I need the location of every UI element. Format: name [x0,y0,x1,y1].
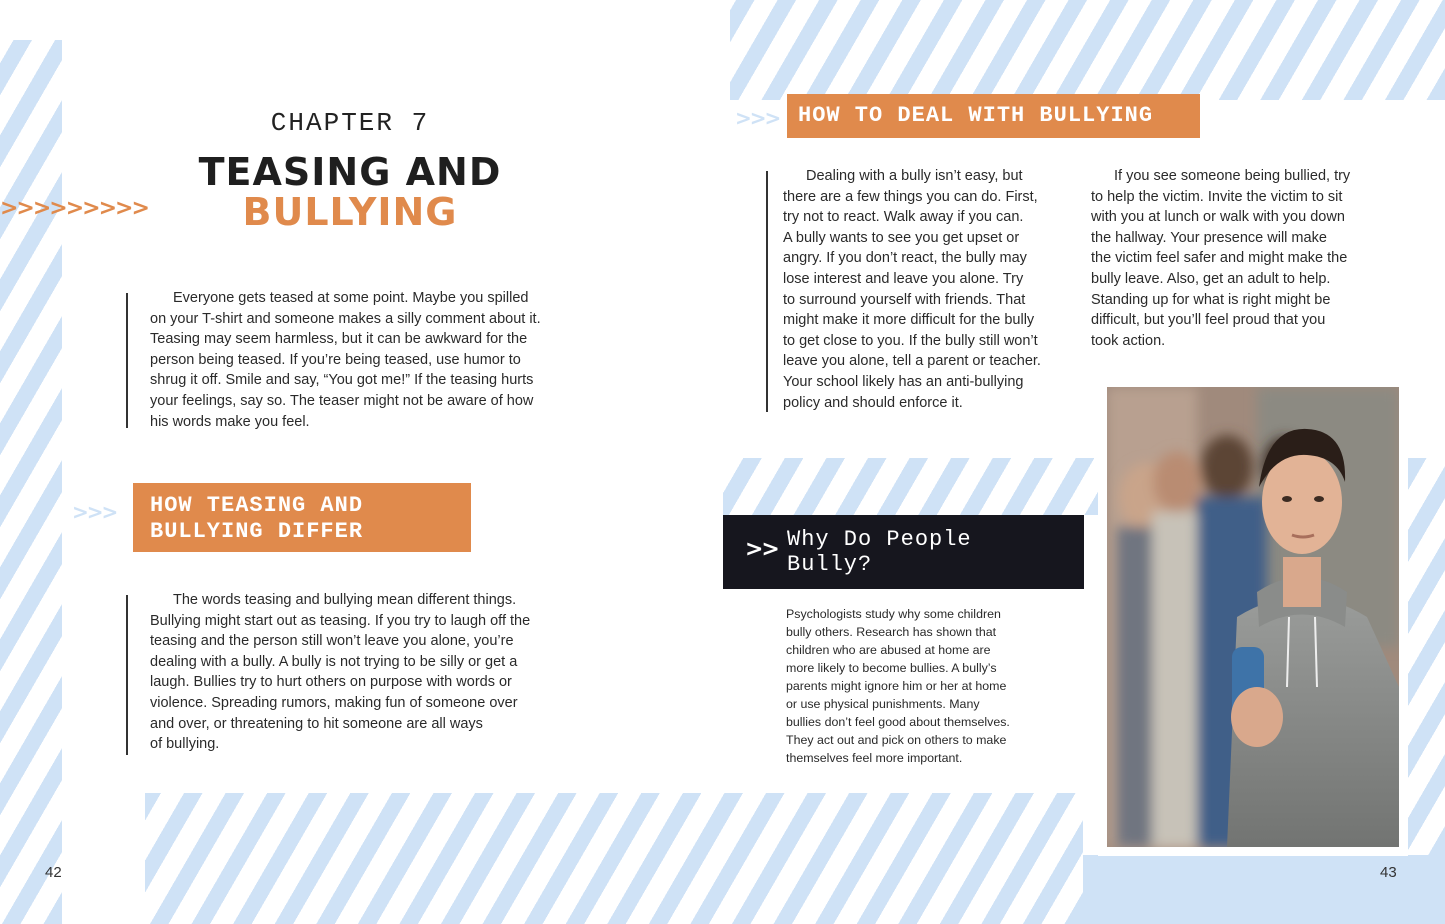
differ-line: of bullying. [150,736,220,753]
sidebar-title-line: Why Do People [787,527,972,552]
deal-line: A bully wants to see you get upset or [783,229,1020,246]
teen-photo [1107,387,1399,847]
differ-line: and over, or threatening to hit someone are all ways [150,715,483,732]
middle-right-stripes [723,458,1103,515]
sidebar-line: children who are abused at home are [786,643,991,657]
left-edge-stripes [0,0,62,924]
deal-line: Your school likely has an anti-bullying [783,373,1024,390]
deal-column-2 [1091,166,1381,351]
intro-bar [126,293,128,428]
page-number-left: 42 [45,864,62,881]
sidebar-title-line: Bully? [787,552,873,577]
intro-line: on your T-shirt and someone makes a silly comment about it. [150,310,541,327]
sidebar-line: bully others. Research has shown that [786,625,997,639]
chapter-label: CHAPTER 7 [270,108,430,138]
deal-line: policy and should enforce it. [783,394,963,411]
deal-line: to surround yourself with friends. That [783,291,1026,308]
intro-line: person being teased. If you’re being teased, use humor to [150,351,521,368]
sidebar-header [723,515,1084,589]
deal-line: angry. If you don’t react, the bully may [783,250,1027,267]
differ-line: teasing and the person still won’t leave you alone, you’re [150,633,514,650]
differ-line: Bullying might start out as teasing. If you try to laugh off the [150,612,531,629]
deal-line: Dealing with a bully isn’t easy, but [806,168,1023,184]
deal-line: bully leave. Also, get an adult to help. [1091,270,1331,287]
section-heading-line: BULLYING DIFFER [150,519,364,544]
differ-paragraph [150,590,560,755]
deal-line: to get close to you. If the bully still won’t [783,332,1038,349]
deal-line: If you see someone being bullied, try [1114,168,1351,184]
intro-line: shrug it off. Smile and say, “You got me!” If the teasing hurts [150,372,534,389]
intro-line: Everyone gets teased at some point. Maybe you spilled [173,290,529,306]
intro-line: his words make you feel. [150,413,310,430]
differ-line: violence. Spreading rumors, making fun of someone over [150,694,518,711]
sidebar-line: They act out and pick on others to make [786,733,1007,747]
deal-line: to help the victim. Invite the victim to sit [1091,188,1343,205]
deal-line: took action. [1091,332,1166,349]
sidebar-line: bullies don’t feel good about themselves. [786,715,1010,729]
deal-line: difficult, but you’ll feel proud that you [1091,312,1326,329]
blue-chevrons-right: >>> [735,106,780,130]
sidebar-chevrons: >> [745,537,778,562]
deal-line: the hallway. Your presence will make [1091,229,1327,246]
section-heading-line: HOW TEASING AND [150,493,364,518]
sidebar-line: more likely to become bullies. A bully’s [786,661,997,675]
left-edge-cut [0,0,62,40]
sidebar-line: themselves feel more important. [786,751,963,765]
chapter-title-line1: TEASING AND [198,150,502,194]
intro-paragraph [150,288,560,432]
section-bar [126,595,128,755]
sidebar-paragraph [786,605,1026,767]
sidebar-line: or use physical punishments. Many [786,697,980,711]
deal-line: with you at lunch or walk with you down [1091,209,1345,226]
sidebar-title [787,527,1077,577]
bottom-stripes [145,793,1083,924]
deal-line: try not to react. Walk away if you can. [783,209,1024,226]
deal-line: lose interest and leave you alone. Try [783,270,1024,287]
page-number-right: 43 [1380,864,1397,881]
orange-chevrons: >>>>>>>>> [0,196,148,221]
intro-line: Teasing may seem harmless, but it can be awkward for the [150,331,528,348]
teen-photo-illustration [1107,387,1399,847]
deal-bar [766,171,768,412]
deal-line: leave you alone, tell a parent or teacher. [783,353,1041,370]
right-edge-stripes [1408,458,1445,858]
deal-line: the victim feel safer and might make the [1091,250,1348,267]
intro-line: your feelings, say so. The teaser might not be aware of how [150,392,534,409]
sidebar-line: parents might ignore him or her at home [786,679,1007,693]
deal-column-1 [783,166,1058,413]
sidebar-line: Psychologists study why some children [786,607,1001,621]
deal-line: there are a few things you can do. First, [783,188,1038,205]
differ-line: The words teasing and bullying mean different things. [173,592,517,608]
deal-line: Standing up for what is right might be [1091,291,1331,308]
section-heading-differ [133,483,471,552]
blue-chevrons-left: >>> [72,500,117,524]
differ-line: laugh. Bullies try to hurt others on purpose with words or [150,674,512,691]
deal-line: might make it more difficult for the bully [783,312,1035,329]
differ-line: dealing with a bully. A bully is not trying to be silly or get a [150,653,518,670]
top-right-stripes [730,0,1445,100]
section-heading-deal: HOW TO DEAL WITH BULLYING [787,94,1200,138]
chapter-title-line2: BULLYING [242,190,458,234]
